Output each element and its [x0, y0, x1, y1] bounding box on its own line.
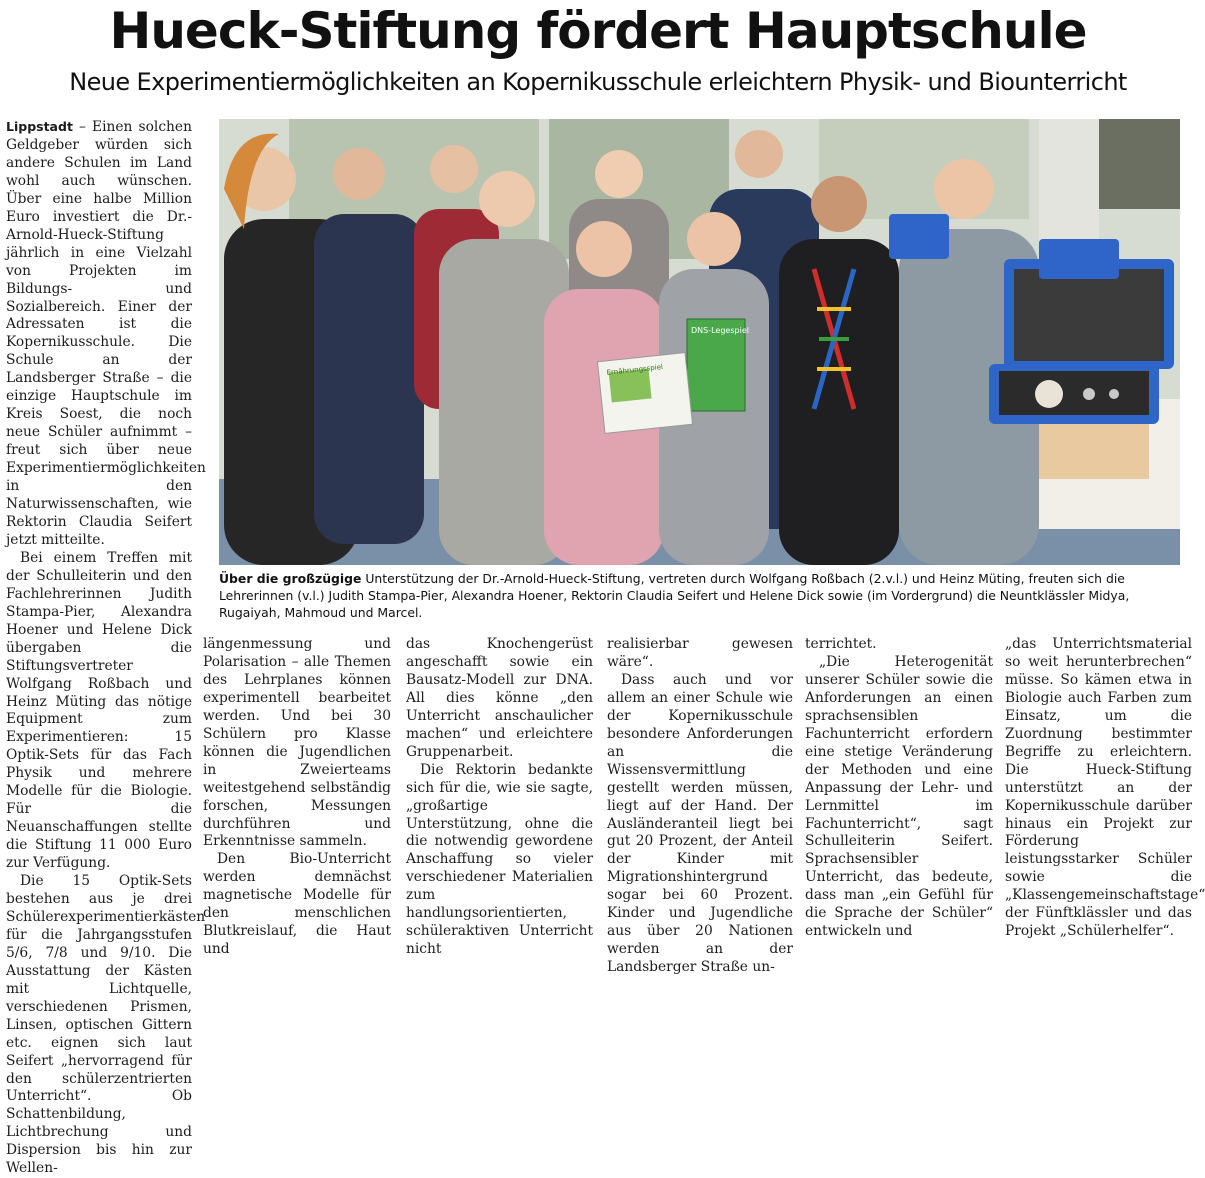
paragraph: terrichtet.: [805, 636, 877, 652]
article-column-4: [607, 636, 793, 976]
paragraph: Den Bio-Unterricht werden demnächst magnetische Modelle für den menschlichen Blutkreislauf, die Haut und: [203, 851, 391, 958]
caption-text: Unterstützung der Dr.-Arnold-Hueck-Stiftung, vertreten durch Wolfgang Roßbach (2.v.l.) und Heinz Müting, freuten sich die Lehrerinnen (v.l.) Judith Stampa-Pier, Alexandra Hoener, Rektorin Claudia Seifert und Helene Dick sowie (im Vordergrund) die Neuntklässler Midya, Rugaiyah, Mahmoud und Marcel.: [219, 571, 1130, 620]
subheadline: Neue Experimentiermöglichkeiten an Kopernikusschule erleichtern Physik- und Biounterricht: [69, 68, 1127, 96]
photo-caption: [219, 570, 1180, 621]
paragraph: Die Rektorin bedankte sich für die, wie sie sagte, „großartige Unterstützung, ohne die die notwendig gewordene Anschaffung so vieler verschiedener Materialien zum handlungsorientierten, schüleraktiven Unterricht nicht: [406, 761, 593, 958]
paragraph: längenmessung und Polarisation – alle Themen des Lehrplanes können experimentell bearbeitet werden. Und bei 30 Schülern pro Klasse können die Jugendlichen in Zweierteams weitestgehend selbständig forschen, Messungen durchführen und Erkenntnisse sammeln.: [203, 636, 391, 850]
paragraph: Bei einem Treffen mit der Schulleiterin und den Fachlehrerinnen Judith Stampa-Pier, Alexandra Hoener und Helene Dick übergaben die Stiftungsvertreter Wolfgang Roßbach und Heinz Müting das nötige Equipment zum Experimentieren: 15 Optik-Sets für das Fach Physik und mehrere Modelle für die Biologie. Für die Neuanschaffungen stellte die Stiftung 11 000 Euro zur Verfügung.: [6, 549, 192, 872]
book-white: [597, 353, 692, 434]
caption-lead: Über die großzügige: [219, 571, 362, 586]
paragraph: „das Unterrichtsmaterial so weit herunterbrechen“ müsse. So kämen etwa in Biologie auch Farben zum Einsatz, um die Zuordnung bestimmter Begriffe zu erleichtern. Die Hueck-Stiftung unterstützt an der Kopernikusschule darüber hinaus ein Projekt zur Förderung leistungsstarker Schüler sowie die „Klassengemeinschaftstage“ der Fünftklässler und das Projekt „Schülerhelfer“.: [1005, 636, 1205, 940]
paragraph: realisierbar gewesen wäre“.: [607, 636, 793, 670]
optics-case: [989, 259, 1174, 424]
article-column-3: [406, 636, 593, 958]
article-column-6: [1005, 636, 1205, 940]
paragraph: das Knochengerüst angeschafft sowie ein Bausatz-Modell zur DNA. All dies könne „den Unterricht anschaulicher machen“ und erleichtere Gruppenarbeit.: [406, 636, 593, 760]
headline: Hueck-Stiftung fördert Hauptschule: [109, 2, 1087, 60]
dateline: Lippstadt: [6, 119, 73, 134]
paragraph-intro: Lippstadt – Einen solchen Geldgeber würden sich andere Schulen im Land wohl auch wünschen. Über eine halbe Million Euro investiert die Dr.-Arnold-Hueck-Stiftung jährlich in eine Vielzahl von Projekten im Bildungs- und Sozialbereich. Einer der Adressaten ist die Kopernikusschule. Die Schule an der Landsberger Straße – die einzige Hauptschule im Kreis Soest, die noch neue Schüler aufnimmt – freut sich über neue Experimentiermöglichkeiten in den Naturwissenschaften, wie Rektorin Claudia Seifert jetzt mitteilte.: [6, 119, 206, 548]
svg-text:DNS-Legespiel: DNS-Legespiel: [691, 326, 749, 335]
article-column-2: [203, 636, 391, 958]
article-column-5: [805, 636, 993, 940]
paragraph: „Die Heterogenität unserer Schüler sowie die Anforderungen an einen sprachsensiblen Fachunterricht erfordern eine stetige Veränderung der Methoden und eine Anpassung der Lehr- und Lernmittel im Fachunterricht“, sagt Schulleiterin Seifert. Sprachsensibler Unterricht, das bedeute, dass man „ein Gefühl für die Sprache der Schüler“ entwickeln und: [805, 653, 993, 940]
group-photo-illustration: [219, 119, 1180, 565]
paragraph: Dass auch und vor allem an einer Schule wie der Kopernikusschule besondere Anforderungen an die Wissensvermittlung gestellt werden müssen, liegt auf der Hand. Der Ausländeranteil liegt bei gut 20 Prozent, der Anteil der Kinder mit Migrationshintergrund sogar bei 60 Prozent. Kinder und Jugendliche aus über 20 Nationen werden an der Landsberger Straße un-: [607, 671, 793, 976]
book-green: [687, 319, 749, 411]
group-photo: [219, 119, 1180, 565]
article-column-1: [6, 118, 206, 1177]
paragraph: Die 15 Optik-Sets bestehen aus je drei Schülerexperimentierkästen für die Jahrgangsstufen 5/6, 7/8 und 9/10. Die Ausstattung der Kästen mit Lichtquelle, verschiedenen Prismen, Linsen, optischen Gittern etc. eignen sich laut Seifert „hervorragend für den schülerzentrierten Unterricht“. Ob Schattenbildung, Lichtbrechung und Dispersion bis hin zur Wellen-: [6, 873, 206, 1177]
svg-text:Ernährungsspiel: Ernährungsspiel: [606, 363, 664, 377]
